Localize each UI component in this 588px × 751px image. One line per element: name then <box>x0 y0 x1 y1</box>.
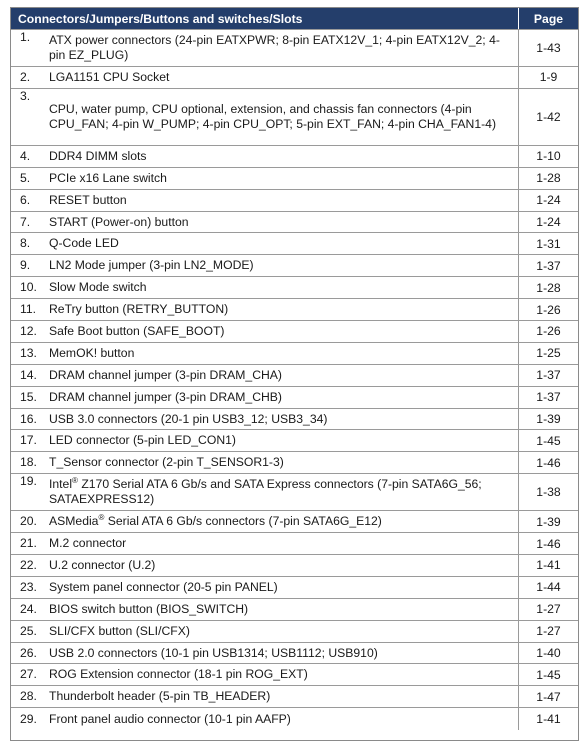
table-header <box>11 8 578 30</box>
table-row <box>11 686 578 708</box>
row-text: PCIe x16 Lane switch <box>49 170 167 185</box>
row-page: 1-44 <box>536 580 561 595</box>
row-page: 1-37 <box>536 390 561 405</box>
row-description-cell <box>11 67 519 88</box>
row-text: CPU, water pump, CPU optional, extension, and chassis fan connectors (4-pin CPU_FAN; 4-pin W_PUMP; 4-pin CPU_OPT; 5-pin EXT_FAN; 4-pin CHA_FAN1-4) <box>49 101 497 131</box>
row-description-cell <box>11 387 519 408</box>
row-text-brand: ASMedia <box>49 514 99 529</box>
table-row <box>11 343 578 365</box>
row-page: 1-42 <box>536 109 561 124</box>
row-text <box>49 514 518 529</box>
row-number: 6. <box>20 192 31 207</box>
row-description-cell <box>11 577 519 598</box>
row-text-rest: Z170 Serial ATA 6 Gb/s and SATA Express connectors (7-pin SATA6G_56; SATAEXPRESS12) <box>49 477 482 507</box>
table-row <box>11 555 578 577</box>
table-row <box>11 664 578 686</box>
table-row <box>11 146 578 168</box>
table-row <box>11 233 578 255</box>
row-number: 21. <box>20 536 37 551</box>
row-text <box>49 477 518 507</box>
table-row <box>11 533 578 555</box>
row-text: T_Sensor connector (2-pin T_SENSOR1-3) <box>49 455 284 470</box>
registered-mark: ® <box>98 513 105 523</box>
row-number: 5. <box>20 170 31 185</box>
row-number: 12. <box>20 323 37 338</box>
row-number: 2. <box>20 69 31 84</box>
row-text: SLI/CFX button (SLI/CFX) <box>49 623 190 638</box>
row-number: 4. <box>20 148 31 163</box>
row-description-cell <box>11 212 519 233</box>
table-row <box>11 365 578 387</box>
row-text: Safe Boot button (SAFE_BOOT) <box>49 323 225 338</box>
row-page: 1-9 <box>539 70 558 85</box>
row-description-cell <box>11 533 519 554</box>
row-number: 28. <box>20 689 37 704</box>
row-description-cell <box>11 89 519 145</box>
row-page: 1-45 <box>536 667 561 682</box>
row-number: 25. <box>20 623 37 638</box>
row-page: 1-46 <box>536 536 561 551</box>
row-page: 1-41 <box>536 558 561 573</box>
row-number: 23. <box>20 579 37 594</box>
row-description-cell <box>11 146 519 167</box>
table-row <box>11 212 578 234</box>
row-description-cell <box>11 190 519 211</box>
row-number: 8. <box>20 236 31 251</box>
row-text: START (Power-on) button <box>49 214 189 229</box>
row-number: 22. <box>20 557 37 572</box>
row-description-cell <box>11 511 519 532</box>
table-row <box>11 89 578 146</box>
row-text: MemOK! button <box>49 345 135 360</box>
row-number: 7. <box>20 214 31 229</box>
row-description-cell <box>11 409 519 430</box>
table-row <box>11 708 578 730</box>
row-number: 27. <box>20 667 37 682</box>
table-row <box>11 621 578 643</box>
row-page: 1-47 <box>536 689 561 704</box>
row-page: 1-41 <box>536 712 561 727</box>
row-text: U.2 connector (U.2) <box>49 557 156 572</box>
row-text: LN2 Mode jumper (3-pin LN2_MODE) <box>49 258 254 273</box>
row-number: 9. <box>20 258 31 273</box>
row-page: 1-43 <box>536 41 561 55</box>
table-row <box>11 430 578 452</box>
row-page: 1-37 <box>536 258 561 273</box>
row-number: 14. <box>20 367 37 382</box>
row-description-cell <box>11 643 519 664</box>
row-description-cell <box>11 452 519 473</box>
row-text-brand: Intel <box>49 477 73 492</box>
row-text: BIOS switch button (BIOS_SWITCH) <box>49 601 249 616</box>
row-page: 1-39 <box>536 412 561 427</box>
row-page: 1-27 <box>536 602 561 617</box>
table-row <box>11 643 578 665</box>
row-number: 3. <box>20 88 31 103</box>
row-description-cell <box>11 708 519 730</box>
row-text: USB 2.0 connectors (10-1 pin USB1314; USB1112; USB910) <box>49 645 378 660</box>
row-description-cell <box>11 30 519 66</box>
row-page: 1-31 <box>536 236 561 251</box>
row-page: 1-24 <box>536 193 561 208</box>
row-text: DDR4 DIMM slots <box>49 148 147 163</box>
row-text: ReTry button (RETRY_BUTTON) <box>49 302 229 317</box>
row-number: 10. <box>20 280 37 295</box>
row-number: 20. <box>20 514 37 529</box>
row-text: LED connector (5-pin LED_CON1) <box>49 433 236 448</box>
row-page: 1-28 <box>536 171 561 186</box>
row-description-cell <box>11 599 519 620</box>
row-text: ROG Extension connector (18-1 pin ROG_EXT) <box>49 667 308 682</box>
table-row <box>11 409 578 431</box>
row-description-cell <box>11 664 519 685</box>
header-description: Connectors/Jumpers/Buttons and switches/Slots <box>11 8 519 29</box>
row-description-cell <box>11 168 519 189</box>
row-number: 13. <box>20 345 37 360</box>
row-number: 16. <box>20 411 37 426</box>
row-number: 17. <box>20 433 37 448</box>
row-number: 18. <box>20 455 37 470</box>
row-description-cell <box>11 255 519 276</box>
row-page: 1-27 <box>536 624 561 639</box>
row-description-cell <box>11 474 519 510</box>
table-row <box>11 452 578 474</box>
row-number: 11. <box>20 302 37 317</box>
row-description-cell <box>11 430 519 451</box>
table-row <box>11 277 578 299</box>
row-page: 1-26 <box>536 302 561 317</box>
row-page: 1-10 <box>536 149 561 164</box>
row-page: 1-40 <box>536 646 561 661</box>
row-description-cell <box>11 365 519 386</box>
table-row <box>11 321 578 343</box>
row-text: RESET button <box>49 192 127 207</box>
table-row <box>11 168 578 190</box>
table-row <box>11 387 578 409</box>
row-text: Front panel audio connector (10-1 pin AAFP) <box>49 711 291 726</box>
row-page: 1-37 <box>536 368 561 383</box>
row-number: 1. <box>20 30 31 44</box>
row-page: 1-26 <box>536 324 561 339</box>
header-page: Page <box>533 11 564 26</box>
row-page: 1-24 <box>536 215 561 229</box>
table-row <box>11 511 578 533</box>
row-text: Thunderbolt header (5-pin TB_HEADER) <box>49 689 271 704</box>
row-page: 1-25 <box>536 346 561 361</box>
row-number: 29. <box>20 711 37 726</box>
row-number: 26. <box>20 645 37 660</box>
table-row <box>11 255 578 277</box>
table-row <box>11 67 578 89</box>
row-description-cell <box>11 343 519 364</box>
row-page: 1-39 <box>536 514 561 529</box>
row-text: ATX power connectors (24-pin EATXPWR; 8-pin EATX12V_1; 4-pin EATX12V_2; 4-pin EZ_PLUG) <box>49 33 500 62</box>
table-row <box>11 190 578 212</box>
connectors-table <box>10 7 579 741</box>
row-description-cell <box>11 686 519 707</box>
row-description-cell <box>11 555 519 576</box>
row-text: Q-Code LED <box>49 236 119 251</box>
table-row <box>11 474 578 511</box>
row-text: M.2 connector <box>49 536 127 551</box>
row-text-rest: Serial ATA 6 Gb/s connectors (7-pin SATA6G_E12) <box>104 514 382 529</box>
row-number: 15. <box>20 389 37 404</box>
row-number: 24. <box>20 601 37 616</box>
table-row <box>11 30 578 67</box>
row-text: Slow Mode switch <box>49 280 147 295</box>
row-description-cell <box>11 277 519 298</box>
row-text: USB 3.0 connectors (20-1 pin USB3_12; USB3_34) <box>49 411 328 426</box>
row-number: 19. <box>20 474 37 489</box>
row-description-cell <box>11 321 519 342</box>
row-description-cell <box>11 299 519 320</box>
row-text: DRAM channel jumper (3-pin DRAM_CHA) <box>49 367 282 382</box>
row-page: 1-28 <box>536 280 561 295</box>
row-page: 1-46 <box>536 455 561 470</box>
registered-mark: ® <box>72 476 78 486</box>
row-description-cell <box>11 233 519 254</box>
row-text: DRAM channel jumper (3-pin DRAM_CHB) <box>49 389 282 404</box>
row-text: System panel connector (20-5 pin PANEL) <box>49 579 278 594</box>
row-text: LGA1151 CPU Socket <box>49 69 170 84</box>
row-page: 1-38 <box>536 485 561 500</box>
table-row <box>11 299 578 321</box>
table-row <box>11 599 578 621</box>
row-page: 1-45 <box>536 433 561 448</box>
row-description-cell <box>11 621 519 642</box>
table-row <box>11 577 578 599</box>
